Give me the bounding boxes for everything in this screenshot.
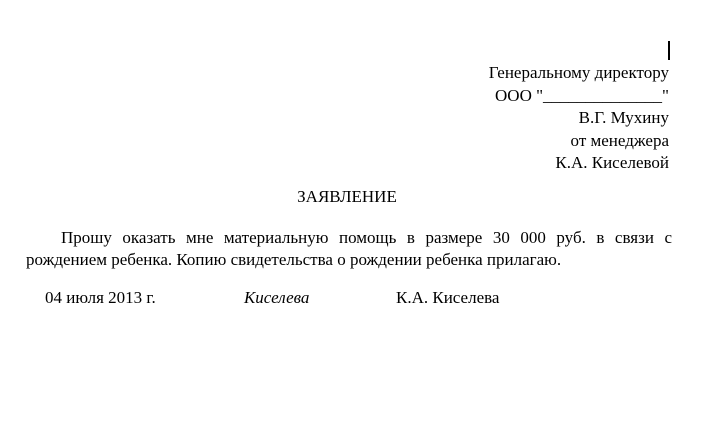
addressee-company: ООО "______________" (495, 85, 669, 105)
document-title: ЗАЯВЛЕНИЕ (297, 187, 397, 206)
document-date: 04 июля 2013 г. (45, 288, 156, 307)
document-body: Прошу оказать мне материальную помощь в размере 30 000 руб. в связи с рождением ребенка. Копию свидетельства о рождении ребенка прилагаю. (26, 228, 672, 269)
sender-position: от менеджера (570, 130, 669, 150)
addressee-name: В.Г. Мухину (578, 108, 669, 127)
addressee-block (489, 62, 669, 175)
text-cursor (668, 41, 670, 60)
sender-name: К.А. Киселевой (555, 153, 669, 172)
signer-fullname: К.А. Киселева (396, 288, 500, 307)
signature: Киселева (244, 288, 310, 307)
addressee-position: Генеральному директору (488, 63, 669, 82)
